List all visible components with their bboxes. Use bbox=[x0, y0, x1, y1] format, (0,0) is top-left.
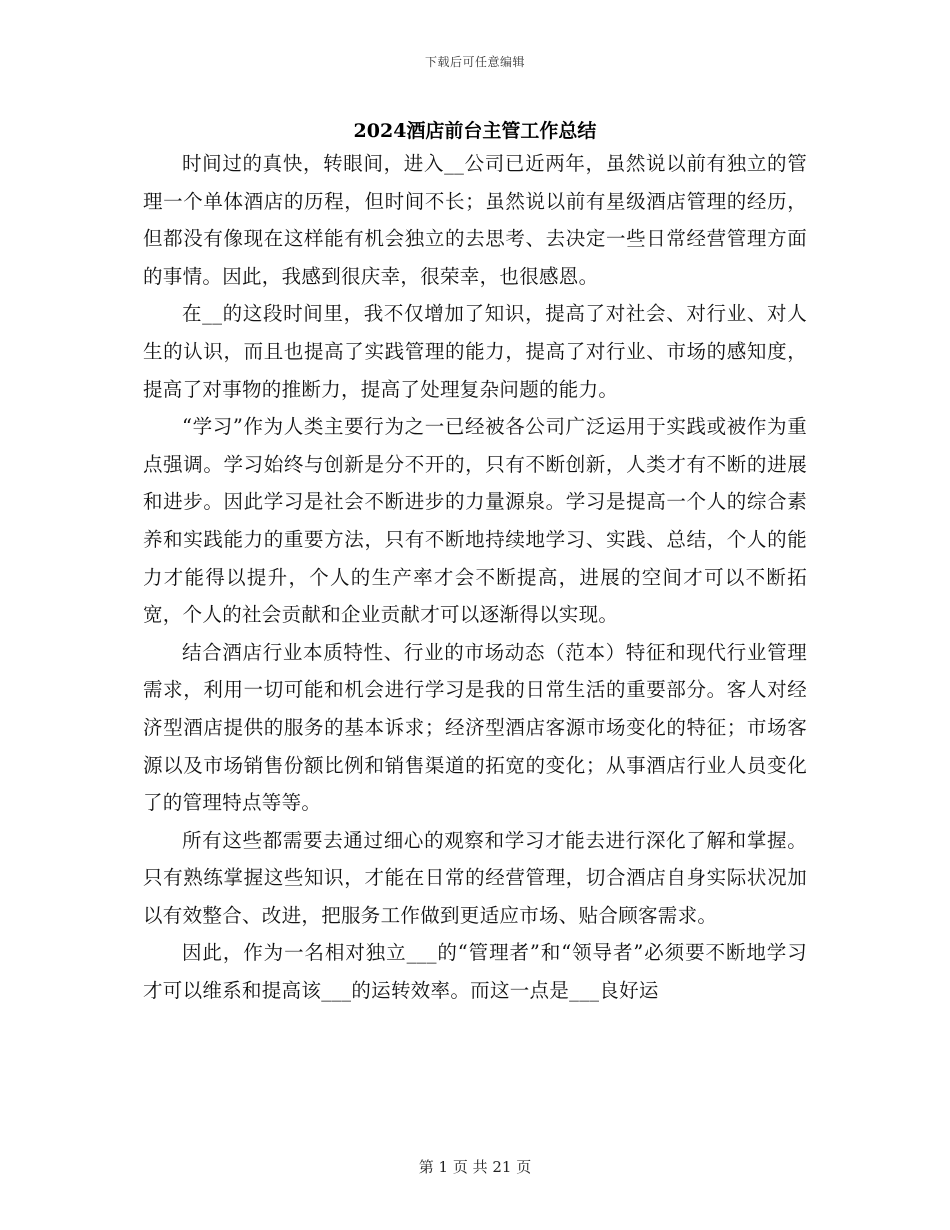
document-body bbox=[143, 145, 807, 1135]
page-header-note: 下载后可任意编辑 bbox=[424, 55, 525, 69]
document-title: 2024酒店前台主管工作总结 bbox=[353, 120, 597, 142]
paragraph-3: “学习”作为人类主要行为之一已经被各公司广泛运用于实践或被作为重点强调。学习始终与创新是分不开的，只有不断创新，人类才有不断的进展和进步。因此学习是社会不断进步的力量源泉。学习是提高一个人的综合素养和实践能力的重要方法，只有不断地持续地学习、实践、总结，个人的能力才能得以提升，个人的生产率才会不断提高，进展的空间才可以不断拓宽，个人的社会贡献和企业贡献才可以逐渐得以实现。 bbox=[143, 415, 807, 627]
paragraph-2: 在__的这段时间里，我不仅增加了知识，提高了对社会、对行业、对人生的认识，而且也提高了实践管理的能力，提高了对行业、市场的感知度，提高了对事物的推断力，提高了处理复杂问题的能力。 bbox=[143, 302, 807, 401]
page-number: 第 1 页 共 21 页 bbox=[418, 1158, 532, 1176]
paragraph-5: 所有这些都需要去通过细心的观察和学习才能去进行深化了解和掌握。只有熟练掌握这些知识，才能在日常的经营管理，切合酒店自身实际状况加以有效整合、改进，把服务工作做到更适应市场、贴合顾客需求。 bbox=[143, 828, 807, 927]
paragraph-4: 结合酒店行业本质特性、行业的市场动态（范本）特征和现代行业管理需求，利用一切可能和机会进行学习是我的日常生活的重要部分。客人对经济型酒店提供的服务的基本诉求；经济型酒店客源市场变化的特征；市场客源以及市场销售份额比例和销售渠道的拓宽的变化；从事酒店行业人员变化了的管理特点等等。 bbox=[143, 640, 807, 815]
paragraph-1: 时间过的真快，转眼间，进入__公司已近两年，虽然说以前有独立的管理一个单体酒店的历程，但时间不长；虽然说以前有星级酒店管理的经历，但都没有像现在这样能有机会独立的去思考、去决定一些日常经营管理方面的事情。因此，我感到很庆幸，很荣幸，也很感恩。 bbox=[143, 152, 807, 288]
paragraph-6: 因此，作为一名相对独立___的“管理者”和“领导者”必须要不断地学习才可以维系和提高该___的运转效率。而这一点是___良好运 bbox=[143, 941, 807, 1003]
